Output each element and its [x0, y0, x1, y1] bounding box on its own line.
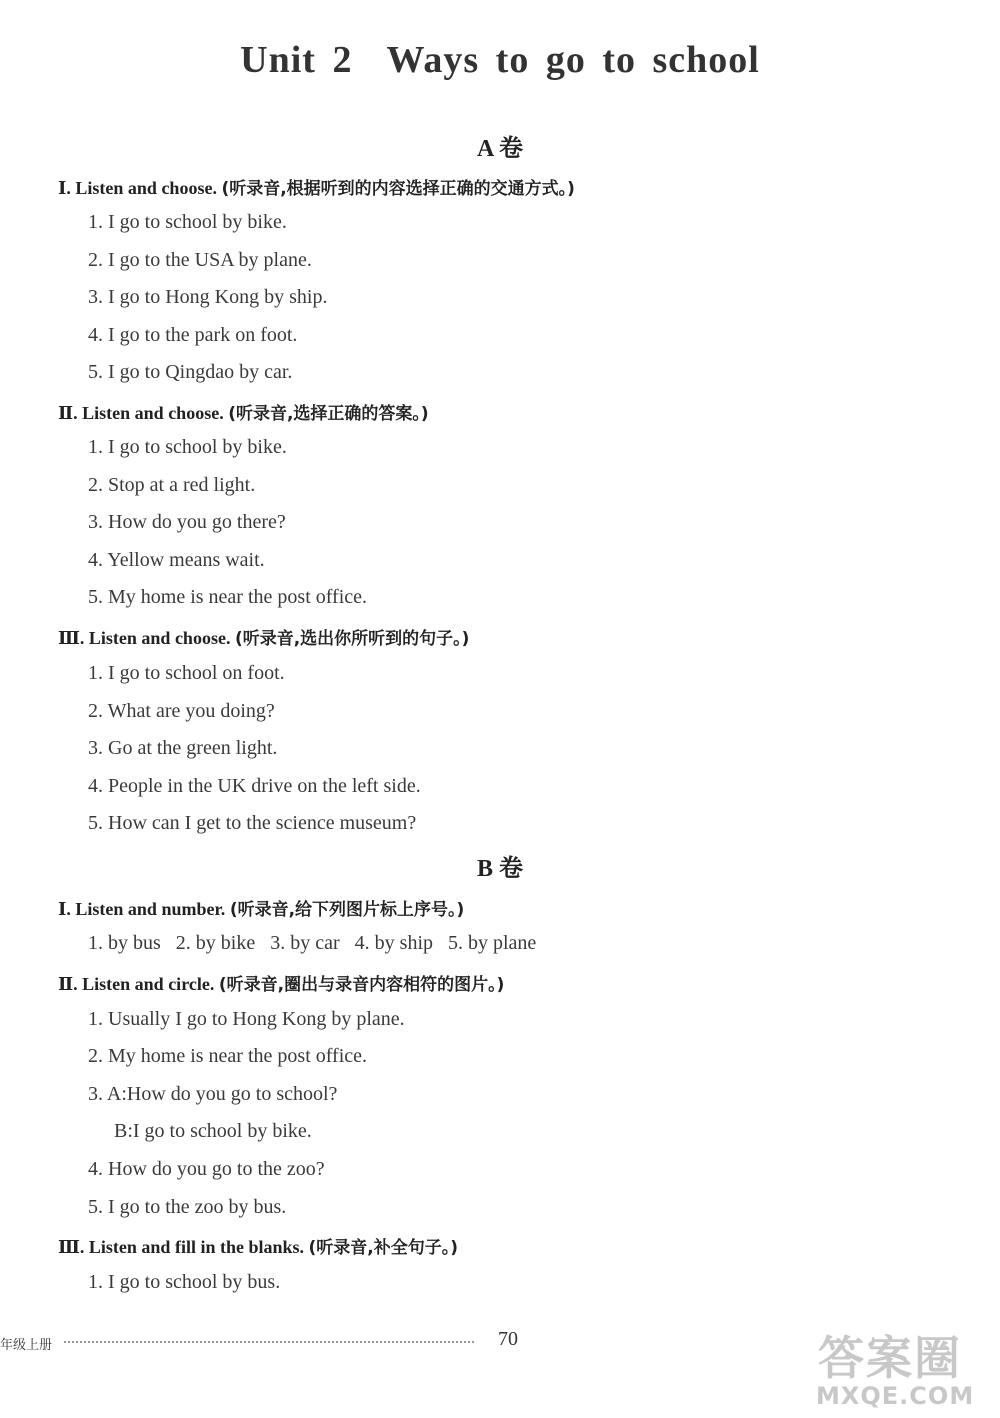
page-title [0, 38, 1000, 82]
list-item: 5. How can I get to the science museum? [88, 812, 417, 834]
section-a-part3-heading: Ⅲ. Listen and choose. (听录音,选出你所听到的句子。) [58, 628, 470, 649]
watermark-url: MXQE.COM [816, 1382, 975, 1410]
section-a-part1-heading: Ⅰ. Listen and choose. (听录音,根据听到的内容选择正确的交通方式。) [58, 178, 575, 199]
list-item: B:I go to school by bike. [114, 1120, 312, 1142]
list-item: 2. Stop at a red light. [88, 474, 256, 496]
section-a-part2-heading: Ⅱ. Listen and choose. (听录音,选择正确的答案。) [58, 403, 429, 424]
list-item: 4. by ship [354, 932, 433, 954]
list-item: 4. I go to the park on foot. [88, 324, 298, 346]
list-item: 2. My home is near the post office. [88, 1045, 368, 1067]
unit-topic: Ways to go to school [386, 39, 760, 81]
footer-grade: 年级上册 [0, 1338, 53, 1353]
watermark-logo [808, 1322, 993, 1414]
list-item: 1. by bus [88, 932, 161, 954]
section-b-part1-heading: Ⅰ. Listen and number. (听录音,给下列图片标上序号。) [58, 899, 465, 920]
list-item: 3. How do you go there? [88, 511, 286, 533]
list-item: 3. A:How do you go to school? [88, 1083, 338, 1105]
list-item: 1. I go to school by bike. [88, 211, 287, 233]
list-item: 2. by bike [175, 932, 256, 954]
section-b-label: B 卷 [476, 856, 523, 882]
list-item: 3. I go to Hong Kong by ship. [88, 286, 328, 308]
footer-divider [64, 1341, 474, 1343]
list-item: 1. I go to school on foot. [88, 662, 285, 684]
section-b-part2-heading: Ⅱ. Listen and circle. (听录音,圈出与录音内容相符的图片。) [58, 974, 505, 995]
list-item: 2. What are you doing? [88, 700, 275, 722]
list-item: 5. My home is near the post office. [88, 586, 368, 608]
list-item: 3. Go at the green light. [88, 737, 278, 759]
list-item: 1. Usually I go to Hong Kong by plane. [88, 1008, 405, 1030]
list-item: 4. Yellow means wait. [88, 549, 265, 571]
list-item: 3. by car [270, 932, 340, 954]
list-item: 4. People in the UK drive on the left side. [88, 775, 421, 797]
list-item: 5. by plane [448, 932, 537, 954]
options-row [88, 932, 546, 955]
list-item: 1. I go to school by bike. [88, 436, 287, 458]
list-item: 5. I go to the zoo by bus. [88, 1196, 287, 1218]
list-item: 1. I go to school by bus. [88, 1271, 281, 1293]
section-a-label: A 卷 [476, 136, 523, 162]
list-item: 4. How do you go to the zoo? [88, 1158, 325, 1180]
watermark-text: 答案圈 [818, 1331, 962, 1385]
list-item: 5. I go to Qingdao by car. [88, 361, 293, 383]
page-number: 70 [498, 1328, 518, 1350]
unit-number: Unit 2 [240, 39, 353, 81]
list-item: 2. I go to the USA by plane. [88, 249, 312, 271]
section-b-part3-heading: Ⅲ. Listen and fill in the blanks. (听录音,补全句子。) [58, 1237, 458, 1258]
